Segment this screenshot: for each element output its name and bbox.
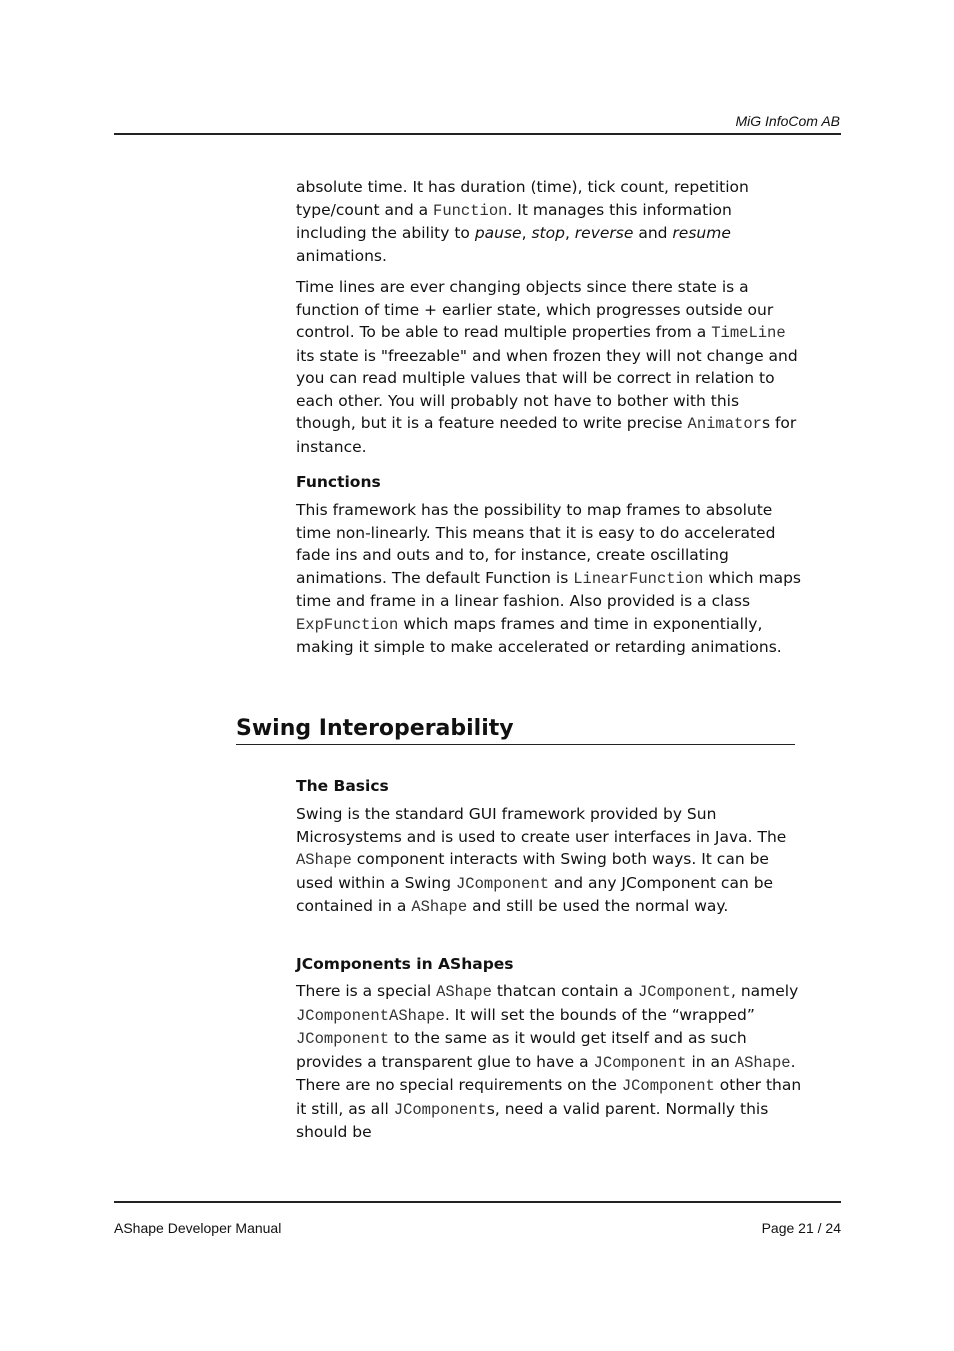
emphasis-resume: resume [672,224,731,242]
code-jcomponentashape: JComponentAShape [296,1006,445,1025]
code-function: Function [433,201,508,220]
header-divider [114,133,841,135]
code-jcomponent: JComponent [455,874,549,893]
code-linearfunction: LinearFunction [573,569,704,588]
header-company-name: MiG InfoCom AB [735,113,840,129]
code-ashape: AShape [296,851,352,869]
code-timeline: TimeLine [711,324,786,342]
section-title-swing-interoperability: Swing Interoperability [236,716,514,741]
functions-paragraph: This framework has the possibility to map frames to absolute time non-linearly. This means that it is easy to do accelerated fade ins and outs and to, for instance, create oscillating animations. The default Function is LinearFunction which maps time and frame in a linear fashion. Also provided is a class ExpFunction which maps frames and time in exponentially, making it simple to make accelerated or retarding animations. [296,501,801,656]
footer-document-title: AShape Developer Manual [114,1220,282,1236]
section-title-underline [236,744,795,745]
code-jcomponent: JComponent [296,1030,390,1048]
code-jcomponent: JComponent [593,1053,687,1072]
emphasis-reverse: reverse [574,224,634,242]
code-ashape: AShape [436,983,492,1001]
footer-page-number: Page 21 / 24 [761,1220,841,1236]
code-ashape: AShape [734,1053,791,1072]
code-animator: Animator [687,415,762,433]
emphasis-stop: stop [531,224,565,242]
code-ashape: AShape [411,898,468,916]
basics-heading: The Basics [296,777,389,795]
functions-heading: Functions [296,473,381,491]
code-jcomponent: JComponent [637,983,731,1001]
jcomponents-heading: JComponents in AShapes [296,955,514,973]
basics-paragraph: Swing is the standard GUI framework provided by Sun Microsystems and is used to create user interfaces in Java. The AShape component interacts with Swing both ways. It can be used within a Swing JComponent and any JComponent can be contained in a AShape and still be used the normal way. [296,805,787,916]
footer-divider [114,1201,841,1203]
code-jcomponent: JComponent [621,1077,715,1095]
jcomponents-paragraph: There is a special AShape thatcan contain a JComponent, namely JComponentAShape. It will set the bounds of the “wrapped” JComponent to the same as it would get itself and as such provides a transparent glue to have a JComponent in an AShape. There are no special requirements on the JComponent other than it still, as all JComponents, need a valid parent. Normally this should be [296,982,802,1141]
timeline-paragraph-2: Time lines are ever changing objects since there state is a function of time + earlier state, which progresses outside our control. To be able to read multiple properties from a TimeLine its state is "freezable" and when frozen they will not change and you can read multiple values that will be correct in relation to each other. You will probably not have to bother with this though, but it is a feature needed to write precise Animators for instance. [296,278,798,456]
code-expfunction: ExpFunction [296,615,399,634]
code-jcomponent: JComponent [393,1100,487,1119]
timeline-paragraph-1: absolute time. It has duration (time), tick count, repetition type/count and a Function. It manages this information including the ability to pause, stop, reverse and resume animations. [296,178,749,265]
emphasis-pause: pause [474,224,522,242]
